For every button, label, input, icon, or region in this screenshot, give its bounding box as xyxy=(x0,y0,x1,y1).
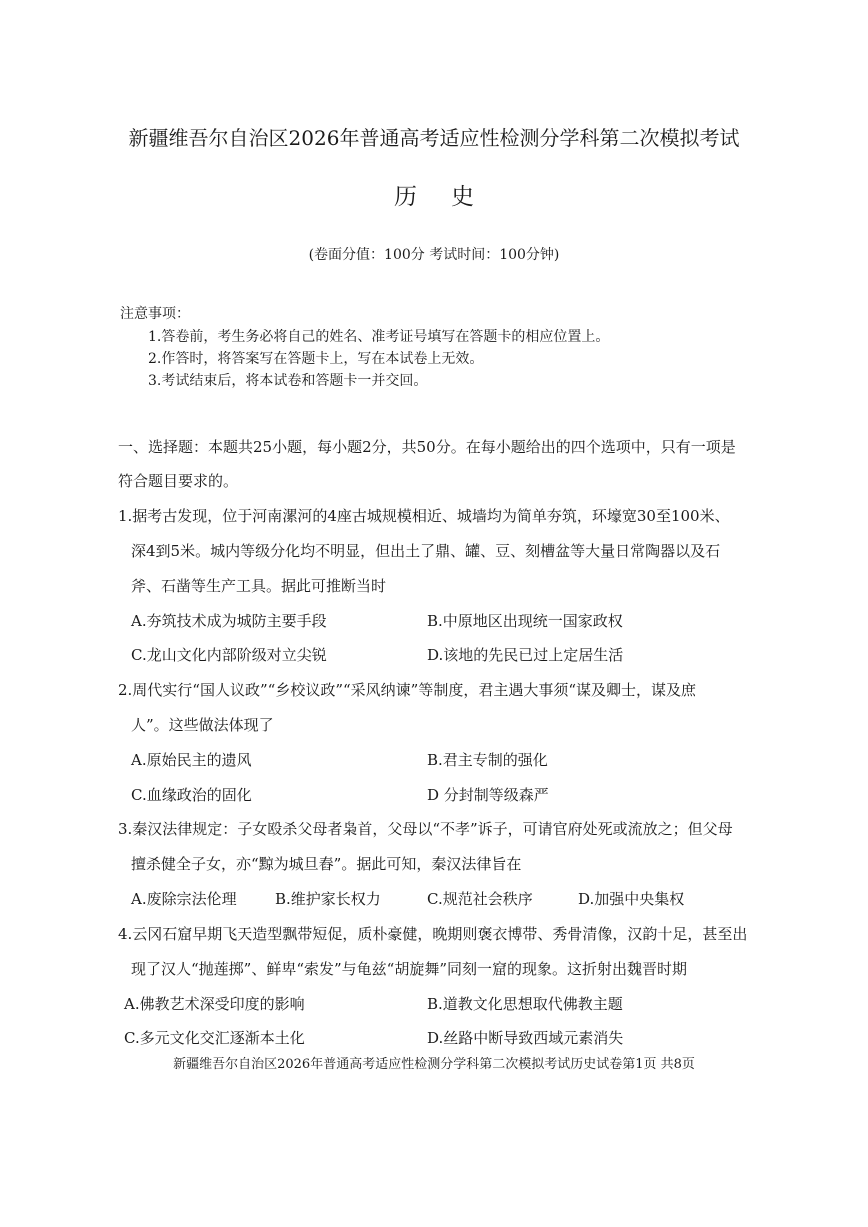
question-4-option-d: D.丝路中断导致西域元素消失 xyxy=(427,1029,624,1047)
subject-title: 历史 xyxy=(394,184,508,210)
question-1-line-3: 斧、石凿等生产工具。据此可推断当时 xyxy=(131,577,387,595)
question-2-option-d: D 分封制等级森严 xyxy=(427,786,549,804)
question-1-option-d: D.该地的先民已过上定居生活 xyxy=(427,646,624,664)
notice-item-3: 3.考试结束后，将本试卷和答题卡一并交回。 xyxy=(148,373,428,389)
section-instruction-line-2: 符合题目要求的。 xyxy=(118,472,239,490)
question-2-line-2: 人”。这些做法体现了 xyxy=(131,716,274,734)
exam-title: 新疆维吾尔自治区2026年普通高考适应性检测分学科第二次模拟考试 xyxy=(128,126,740,150)
question-4-option-c: C.多元文化交汇逐渐本土化 xyxy=(124,1029,305,1047)
question-4-line-1: 4.云冈石窟早期飞天造型飘带短促，质朴豪健，晚期则褒衣博带、秀骨清像，汉韵十足，甚至出 xyxy=(118,925,748,943)
question-1-option-a: A.夯筑技术成为城防主要手段 xyxy=(131,612,327,630)
notice-item-1: 1.答卷前，考生务必将自己的姓名、准考证号填写在答题卡的相应位置上。 xyxy=(148,329,610,345)
question-3-line-2: 擅杀健全子女，亦“黥为城旦舂”。据此可知，秦汉法律旨在 xyxy=(131,855,522,873)
notice-heading: 注意事项： xyxy=(120,306,190,322)
question-3-option-b: B.维护家长权力 xyxy=(275,890,381,908)
question-3-option-c: C.规范社会秩序 xyxy=(427,890,533,908)
question-3-option-d: D.加强中央集权 xyxy=(578,890,685,908)
question-2-option-c: C.血缘政治的固化 xyxy=(131,786,252,804)
section-instruction-line-1: 一、选择题：本题共25小题，每小题2分，共50分。在每小题给出的四个选项中，只有一项是 xyxy=(118,438,736,456)
question-1-option-c: C.龙山文化内部阶级对立尖锐 xyxy=(131,646,327,664)
page-footer: 新疆维吾尔自治区2026年普通高考适应性检测分学科第二次模拟考试历史试卷第1页 共8页 xyxy=(173,1057,695,1072)
question-2-line-1: 2.周代实行“国人议政”“乡校议政”“采风纳谏”等制度，君主遇大事须“谋及卿士，谋及庶 xyxy=(118,681,696,699)
question-4-option-a: A.佛教艺术深受印度的影响 xyxy=(124,995,305,1013)
question-2-option-a: A.原始民主的遗风 xyxy=(131,751,252,769)
question-4-line-2: 现了汉人“抛莲掷”、鲜卑“索发”与龟兹“胡旋舞”同刻一窟的现象。这折射出魏晋时期 xyxy=(131,960,688,978)
exam-meta: (卷面分值：100分 考试时间：100分钟) xyxy=(308,247,560,263)
question-1-option-b: B.中原地区出现统一国家政权 xyxy=(427,612,623,630)
question-1-line-1: 1.据考古发现，位于河南漯河的4座古城规模相近、城墙均为简单夯筑，环壕宽30至100米、 xyxy=(118,507,730,525)
notice-item-2: 2.作答时，将答案写在答题卡上，写在本试卷上无效。 xyxy=(148,351,484,367)
question-3-option-a: A.废除宗法伦理 xyxy=(131,890,237,908)
question-4-option-b: B.道教文化思想取代佛教主题 xyxy=(427,995,623,1013)
question-1-line-2: 深4到5米。城内等级分化均不明显，但出土了鼎、罐、豆、刻槽盆等大量日常陶器以及石 xyxy=(131,542,721,560)
question-3-line-1: 3.秦汉法律规定：子女殴杀父母者枭首，父母以“不孝”诉子，可请官府处死或流放之；但父母 xyxy=(118,820,733,838)
question-2-option-b: B.君主专制的强化 xyxy=(427,751,548,769)
